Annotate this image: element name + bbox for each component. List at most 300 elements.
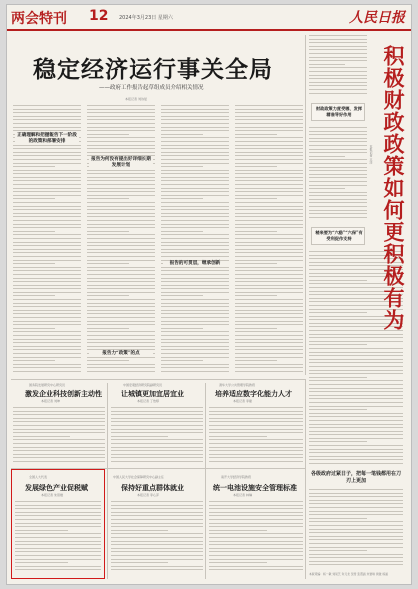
text-line <box>209 533 303 534</box>
text-line <box>87 299 155 300</box>
text-line <box>87 148 155 149</box>
text-line <box>87 152 155 153</box>
text-line <box>15 566 101 567</box>
text-line <box>87 263 129 264</box>
text-line <box>87 173 155 174</box>
bottom-1-kicker: 国务院发展研究中心研究员 <box>29 383 66 387</box>
text-line <box>309 149 367 150</box>
text-line <box>13 130 81 131</box>
text-line <box>161 159 229 160</box>
text-line <box>161 339 229 340</box>
right-vertical-headline[interactable]: 积极财政政策如何更积极有为 <box>381 45 406 331</box>
text-line <box>309 500 403 501</box>
text-line <box>209 526 303 527</box>
text-line <box>309 177 367 178</box>
text-line <box>309 82 367 83</box>
bottom-4-byline: 本报记者 朱思雄 <box>41 493 63 497</box>
text-line <box>309 202 367 203</box>
text-line <box>235 180 303 181</box>
text-line <box>111 551 203 552</box>
text-line <box>235 303 303 304</box>
text-line <box>111 501 203 502</box>
text-line <box>235 281 303 282</box>
text-line <box>87 188 155 189</box>
text-line <box>13 173 81 174</box>
text-line <box>13 371 81 372</box>
text-line <box>15 515 101 516</box>
text-line <box>161 191 229 192</box>
text-line <box>309 195 367 196</box>
text-line <box>161 105 229 106</box>
text-line <box>235 371 303 372</box>
text-line <box>87 328 129 329</box>
text-line <box>209 461 303 462</box>
text-line <box>235 360 277 361</box>
text-line <box>161 357 229 358</box>
text-line <box>13 457 105 458</box>
text-line <box>161 170 229 171</box>
text-line <box>15 559 101 560</box>
text-line <box>13 324 81 325</box>
bottom-1-title[interactable]: 激发企业科技创新主动性 <box>25 389 102 398</box>
text-line <box>309 511 403 512</box>
text-line <box>161 324 229 325</box>
text-line <box>209 548 303 549</box>
text-line <box>235 166 277 167</box>
text-line <box>87 105 155 106</box>
text-line <box>13 447 105 448</box>
text-line <box>87 234 155 235</box>
text-line <box>111 411 203 412</box>
text-line <box>87 145 155 146</box>
text-line <box>111 505 203 506</box>
text-line <box>13 321 81 322</box>
text-line <box>87 245 155 246</box>
text-line <box>161 213 229 214</box>
text-line <box>13 155 81 156</box>
text-line <box>87 213 155 214</box>
text-line <box>15 537 101 538</box>
text-line <box>209 537 303 538</box>
text-line <box>87 116 155 117</box>
text-line <box>309 337 403 338</box>
text-line <box>235 109 303 110</box>
text-line <box>13 461 105 462</box>
text-line <box>15 530 68 531</box>
bottom-1-body <box>13 407 105 467</box>
text-line <box>13 288 81 289</box>
text-line <box>161 281 229 282</box>
text-line <box>87 249 155 250</box>
text-line <box>111 515 203 516</box>
text-line <box>235 116 303 117</box>
text-line <box>15 526 101 527</box>
text-line <box>309 167 367 168</box>
text-line <box>209 432 303 433</box>
text-line <box>309 42 367 43</box>
text-line <box>161 342 229 343</box>
text-line <box>235 242 303 243</box>
bottom-2-title[interactable]: 让城镇更加宜居宜业 <box>121 389 184 398</box>
bottom-3-body <box>209 407 303 467</box>
text-line <box>161 310 229 311</box>
text-line <box>13 206 81 207</box>
text-line <box>87 324 155 325</box>
text-line <box>161 274 229 275</box>
text-line <box>235 267 303 268</box>
text-line <box>161 299 229 300</box>
text-line <box>161 249 229 250</box>
text-line <box>161 155 229 156</box>
text-line <box>309 192 367 193</box>
text-line <box>111 457 203 458</box>
text-line <box>87 191 155 192</box>
bottom-2-body <box>111 407 203 467</box>
text-line <box>13 267 81 268</box>
text-line <box>235 134 277 135</box>
text-line <box>161 184 229 185</box>
text-line <box>87 267 155 268</box>
text-line <box>309 456 403 457</box>
bottom-4-body <box>15 501 101 575</box>
text-line <box>87 270 155 271</box>
text-line <box>309 493 403 494</box>
text-line <box>161 278 229 279</box>
text-line <box>161 145 229 146</box>
text-line <box>209 569 303 570</box>
text-line <box>13 180 81 181</box>
text-line <box>309 159 367 160</box>
text-line <box>209 443 303 444</box>
text-line <box>309 514 403 515</box>
text-line <box>161 238 229 239</box>
text-line <box>309 521 403 522</box>
text-line <box>13 227 81 228</box>
text-line <box>111 439 203 440</box>
text-line <box>309 181 367 182</box>
text-line <box>209 407 303 408</box>
text-line <box>13 231 55 232</box>
text-line <box>87 252 155 253</box>
text-line <box>15 512 101 513</box>
text-line <box>235 227 303 228</box>
text-line <box>309 334 403 335</box>
text-line <box>161 242 229 243</box>
text-line <box>87 130 155 131</box>
text-line <box>161 166 203 167</box>
text-line <box>309 431 403 432</box>
text-line <box>309 489 403 490</box>
text-line <box>13 425 105 426</box>
text-line <box>13 454 105 455</box>
text-line <box>161 195 229 196</box>
text-line <box>235 231 277 232</box>
text-line <box>161 152 229 153</box>
text-line <box>13 224 81 225</box>
text-line <box>15 544 101 545</box>
text-line <box>235 213 303 214</box>
text-line <box>209 436 267 437</box>
text-line <box>235 238 303 239</box>
text-line <box>13 234 81 235</box>
text-line <box>235 349 303 350</box>
text-line <box>13 414 105 415</box>
right-text-bottom <box>309 489 403 569</box>
text-line <box>15 505 101 506</box>
lead-headline[interactable]: 稳定经济运行事关全局 <box>33 56 273 83</box>
text-line <box>161 116 229 117</box>
text-line <box>235 141 303 142</box>
text-line <box>87 274 155 275</box>
text-line <box>235 123 303 124</box>
text-line <box>13 328 55 329</box>
text-line <box>309 438 403 439</box>
bottom-6-title[interactable]: 统一电池设施安全管理标准 <box>213 483 297 492</box>
text-line <box>13 188 81 189</box>
text-line <box>209 450 303 451</box>
text-line <box>235 216 303 217</box>
text-line <box>235 321 303 322</box>
text-line <box>235 145 303 146</box>
text-line <box>161 109 229 110</box>
text-line <box>309 89 367 90</box>
text-line <box>209 421 303 422</box>
text-line <box>309 550 367 551</box>
text-line <box>87 303 155 304</box>
text-line <box>15 548 101 549</box>
text-line <box>309 46 367 47</box>
text-line <box>235 256 303 257</box>
text-line <box>161 270 229 271</box>
text-line <box>309 127 367 128</box>
text-line <box>309 441 367 442</box>
text-line <box>13 295 55 296</box>
text-line <box>309 156 345 157</box>
text-line <box>235 285 303 286</box>
text-line <box>309 547 403 548</box>
text-line <box>13 166 55 167</box>
text-line <box>309 366 403 367</box>
text-line <box>209 544 303 545</box>
text-line <box>13 238 81 239</box>
text-line <box>235 184 303 185</box>
text-line <box>161 303 229 304</box>
text-line <box>309 64 345 65</box>
text-line <box>13 432 105 433</box>
text-line <box>15 508 101 509</box>
text-line <box>13 317 81 318</box>
text-line <box>87 198 129 199</box>
text-line <box>235 119 303 120</box>
text-line <box>309 49 367 50</box>
text-line <box>209 501 303 502</box>
text-line <box>161 119 229 120</box>
text-line <box>309 388 403 389</box>
text-line <box>111 544 203 545</box>
text-line <box>309 348 403 349</box>
text-line <box>209 523 303 524</box>
text-line <box>235 313 303 314</box>
text-line <box>309 445 403 446</box>
text-line <box>111 432 203 433</box>
text-line <box>13 450 105 451</box>
text-line <box>13 256 81 257</box>
bottom-1-byline: 本报记者 刘坤 <box>41 399 60 403</box>
text-line <box>13 331 81 332</box>
text-line <box>87 317 155 318</box>
text-line <box>161 234 229 235</box>
bottom-4-kicker: 全国人大代表 <box>29 475 48 479</box>
text-line <box>161 180 229 181</box>
text-line <box>209 519 303 520</box>
text-line <box>309 373 403 374</box>
text-line <box>309 413 403 414</box>
text-line <box>209 515 303 516</box>
text-line <box>235 295 277 296</box>
text-line <box>235 245 303 246</box>
text-line <box>309 93 367 94</box>
text-line <box>235 177 303 178</box>
text-line <box>87 364 155 365</box>
bottom-3-title[interactable]: 培养适应数字化能力人才 <box>215 389 292 398</box>
text-line <box>13 270 81 271</box>
text-line <box>161 364 229 365</box>
lead-subhead-2: 报告为何没有提出好详细长期发展计划 <box>89 157 153 169</box>
text-line <box>111 414 203 415</box>
text-line <box>161 173 229 174</box>
text-line <box>111 533 203 534</box>
text-line <box>309 398 403 399</box>
text-line <box>15 501 101 502</box>
text-line <box>13 292 81 293</box>
text-line <box>87 295 129 296</box>
text-line <box>309 174 367 175</box>
text-line <box>209 418 303 419</box>
bottom-4-title[interactable]: 发展绿色产业促税赋 <box>25 483 88 492</box>
text-line <box>309 384 403 385</box>
text-line <box>309 434 403 435</box>
lead-subhead-3: 报告的可贯层，继承创新 <box>163 261 227 267</box>
text-line <box>309 85 367 86</box>
text-line <box>111 555 203 556</box>
text-line <box>309 496 403 497</box>
bottom-6-kicker: 南开大学经济学院教授 <box>221 475 252 479</box>
text-line <box>309 185 367 186</box>
text-line <box>13 249 81 250</box>
text-line <box>13 220 81 221</box>
text-line <box>309 280 367 281</box>
text-line <box>309 35 367 36</box>
text-line <box>235 353 303 354</box>
text-line <box>111 436 168 437</box>
text-line <box>235 234 303 235</box>
text-line <box>161 328 203 329</box>
text-line <box>15 519 101 520</box>
text-line <box>111 537 203 538</box>
text-line <box>309 213 367 214</box>
text-line <box>309 152 367 153</box>
text-line <box>87 313 155 314</box>
text-line <box>87 206 155 207</box>
text-line <box>309 141 367 142</box>
text-line <box>15 555 101 556</box>
text-line <box>309 420 403 421</box>
text-line <box>209 555 303 556</box>
text-line <box>209 559 303 560</box>
page-credits: 本版责编：杨一敏 刘景芝 许元龙 吴雪 张霄涵 朱智琪 侯骏 杨涵 <box>309 572 388 576</box>
text-line <box>209 530 267 531</box>
text-line <box>111 526 203 527</box>
text-line <box>309 406 403 407</box>
newspaper-logo: 人民日报 <box>349 10 405 26</box>
text-line <box>13 357 81 358</box>
text-line <box>309 188 345 189</box>
lead-subhead-4: 报告力“政策”的点 <box>89 351 153 357</box>
text-line <box>13 213 81 214</box>
text-line <box>309 543 403 544</box>
text-line <box>13 353 81 354</box>
text-line <box>13 285 81 286</box>
text-line <box>161 123 229 124</box>
lead-column-2 <box>87 105 155 377</box>
text-line <box>235 105 303 106</box>
text-line <box>235 173 303 174</box>
text-line <box>161 141 229 142</box>
text-line <box>15 523 101 524</box>
text-line <box>111 454 203 455</box>
text-line <box>13 407 105 408</box>
text-line <box>15 541 101 542</box>
text-line <box>15 551 101 552</box>
text-line <box>15 569 101 570</box>
text-line <box>235 342 303 343</box>
text-line <box>111 569 203 570</box>
bottom-5-title[interactable]: 保持好重点群体就业 <box>121 483 184 492</box>
newspaper-page <box>6 4 412 585</box>
text-line <box>309 138 367 139</box>
text-line <box>309 352 403 353</box>
text-line <box>309 424 403 425</box>
text-line <box>309 362 403 363</box>
text-line <box>13 278 81 279</box>
text-line <box>87 342 155 343</box>
text-line <box>161 360 203 361</box>
text-line <box>111 418 203 419</box>
text-line <box>13 306 81 307</box>
lead-column-4 <box>235 105 303 377</box>
text-line <box>309 341 403 342</box>
text-line <box>111 429 203 430</box>
text-line <box>13 418 105 419</box>
text-line <box>161 367 229 368</box>
text-line <box>309 217 367 218</box>
text-line <box>235 367 303 368</box>
right-byline: 本报记者 王洋 <box>369 145 373 164</box>
text-line <box>87 123 155 124</box>
text-line <box>309 199 367 200</box>
text-line <box>309 557 403 558</box>
text-line <box>13 127 81 128</box>
text-line <box>235 339 303 340</box>
bottom-2-byline: 本报记者 丁怡婷 <box>137 399 159 403</box>
text-line <box>13 152 81 153</box>
text-line <box>13 177 81 178</box>
text-line <box>235 278 303 279</box>
text-line <box>209 541 303 542</box>
text-line <box>161 163 229 164</box>
text-line <box>309 312 367 313</box>
text-line <box>235 328 277 329</box>
